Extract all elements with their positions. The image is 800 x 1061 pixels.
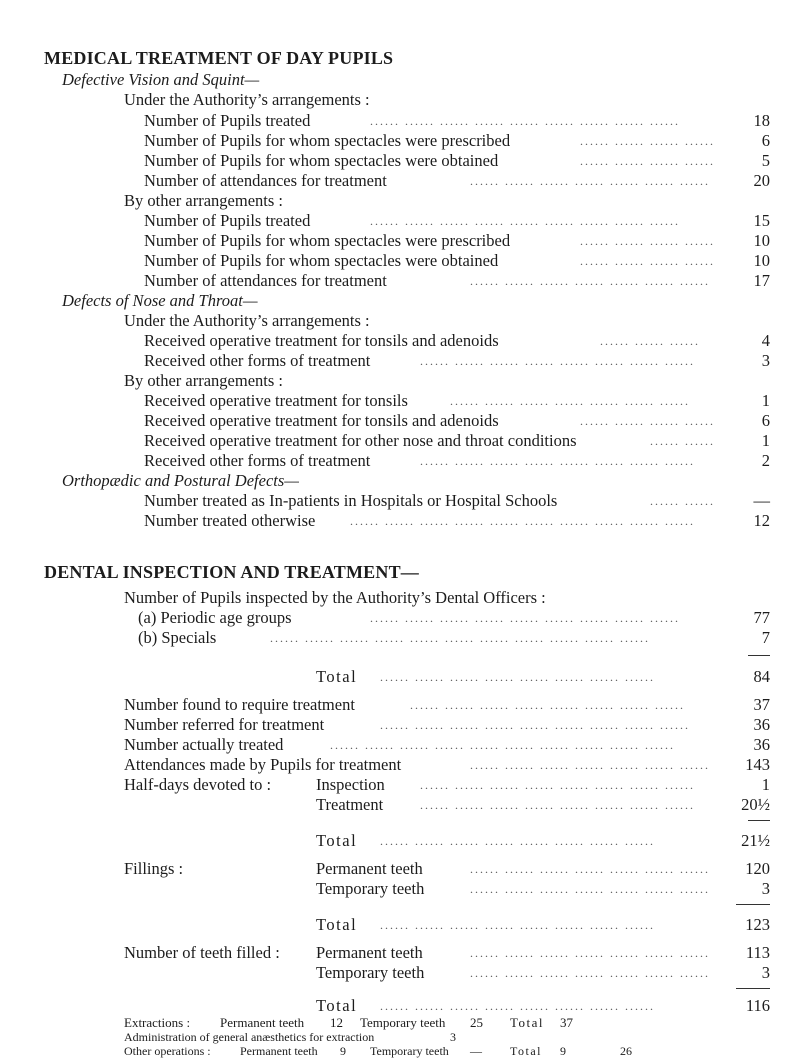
row-value: 10 <box>753 251 770 270</box>
row-value: 113 <box>745 943 770 962</box>
table-row <box>0 171 800 191</box>
table-row <box>0 943 800 963</box>
row-value: — <box>470 1044 482 1058</box>
leader-dots: ...... ...... ...... ...... ...... ...... ...... <box>470 966 710 980</box>
total-row <box>0 996 800 1016</box>
teeth-filled-label: Number of teeth filled : <box>124 943 280 962</box>
leader-dots: ...... ...... ...... ...... ...... ...... ...... ...... ...... <box>370 611 680 625</box>
row-value: 12 <box>753 511 770 530</box>
total-label: Total <box>510 1015 545 1030</box>
leader-dots: ...... ...... ...... ...... ...... ...... ...... ...... ...... <box>370 214 680 228</box>
row-label: Number of Pupils for whom spectacles were obtained <box>144 251 499 270</box>
extractions-label: Extractions : <box>124 1015 191 1030</box>
row-label: Permanent teeth <box>316 859 423 878</box>
total-value: 21½ <box>741 831 770 850</box>
row-label: Temporary teeth <box>370 1044 449 1058</box>
leader-dots: ...... ...... ...... ...... <box>580 254 715 268</box>
leader-dots: ...... ...... ...... ...... ...... ...... ...... ...... ...... ...... <box>330 738 675 752</box>
table-row <box>0 1016 800 1030</box>
fillings-label: Fillings : <box>124 859 184 878</box>
leader-dots: ...... ...... ...... ...... ...... ...... ...... <box>470 946 710 960</box>
leader-dots: ...... ...... ...... ...... ...... ...... ...... ...... <box>380 999 655 1013</box>
row-value: 2 <box>761 451 770 470</box>
row-label: Permanent teeth <box>240 1044 318 1058</box>
row-label: Number of attendances for treatment <box>144 271 387 290</box>
row-label: Received operative treatment for tonsils and adenoids <box>144 411 499 430</box>
row-label: Number treated as In-patients in Hospitals or Hospital Schools <box>144 491 558 510</box>
total-value: 116 <box>745 996 770 1015</box>
table-row <box>0 795 800 815</box>
leader-dots: ...... ...... ...... ...... ...... ...... ...... ...... ...... ...... <box>350 514 695 528</box>
row-value: 1 <box>761 391 770 410</box>
leader-dots: ...... ...... ...... ...... ...... ...... ...... <box>450 394 690 408</box>
total-value: 123 <box>745 915 770 934</box>
row-value: 25 <box>470 1015 483 1030</box>
table-row <box>0 735 800 755</box>
row-value: 4 <box>761 331 770 350</box>
leader-dots: ...... ...... ...... ...... ...... ...... ...... <box>470 758 710 772</box>
table-row <box>0 511 800 531</box>
leader-dots: ...... ...... <box>650 494 715 508</box>
row-value: 10 <box>753 231 770 250</box>
total-row <box>0 915 800 935</box>
table-row <box>0 211 800 231</box>
dental-intro: Number of Pupils inspected by the Authority’s Dental Officers : <box>124 588 546 607</box>
row-value: 20½ <box>741 795 770 814</box>
row-value: 3 <box>761 963 770 982</box>
leader-dots: ...... ...... ...... ...... <box>580 234 715 248</box>
table-row <box>0 715 800 735</box>
nose-heading: Defects of Nose and Throat— <box>62 291 258 310</box>
leader-dots: ...... ...... ...... ...... ...... ...... ...... <box>470 174 710 188</box>
leader-dots: ...... ...... ...... ...... ...... ...... ...... ...... <box>420 354 695 368</box>
table-row <box>0 431 800 451</box>
vision-other-row <box>0 191 800 211</box>
row-label: Number actually treated <box>124 735 284 754</box>
table-row <box>0 111 800 131</box>
leader-dots: ...... ...... ...... ...... ...... ...... ...... ...... <box>420 778 695 792</box>
nose-other-label: By other arrangements : <box>124 371 283 390</box>
row-label: Received other forms of treatment <box>144 351 371 370</box>
row-value: 77 <box>753 608 770 627</box>
row-label: Temporary teeth <box>316 879 425 898</box>
total-row <box>0 667 800 687</box>
total-label: Total <box>316 667 358 686</box>
total-row <box>0 831 800 851</box>
leader-dots: ...... ...... ...... ...... ...... ...... ...... <box>470 274 710 288</box>
sum-rule <box>748 820 770 821</box>
row-label: Temporary teeth <box>316 963 425 982</box>
ortho-heading: Orthopædic and Postural Defects— <box>62 471 299 490</box>
row-value: 3 <box>450 1030 456 1044</box>
dental-intro-row <box>0 588 800 608</box>
vision-authority-row <box>0 90 800 110</box>
table-row <box>0 491 800 511</box>
nose-heading-row <box>0 291 800 311</box>
leader-dots: ...... ...... ...... ...... ...... ...... ...... ...... <box>380 918 655 932</box>
row-label: (a) Periodic age groups <box>138 608 292 627</box>
leader-dots: ...... ...... <box>650 434 715 448</box>
leader-dots: ...... ...... ...... ...... ...... ...... ...... ...... <box>420 454 695 468</box>
row-value: 17 <box>753 271 770 290</box>
row-label: Number of Pupils treated <box>144 211 311 230</box>
table-row <box>0 131 800 151</box>
row-value: 3 <box>761 351 770 370</box>
row-label: Treatment <box>316 795 384 814</box>
medical-title: MEDICAL TREATMENT OF DAY PUPILS <box>44 48 394 68</box>
leader-dots: ...... ...... ...... ...... ...... ...... ...... <box>470 862 710 876</box>
row-label: Number of Pupils for whom spectacles were obtained <box>144 151 499 170</box>
row-value: 143 <box>745 755 770 774</box>
table-row <box>0 391 800 411</box>
table-row <box>0 151 800 171</box>
leader-dots: ...... ...... ...... ...... ...... ...... ...... ...... <box>380 670 655 684</box>
row-value: 3 <box>761 879 770 898</box>
table-row <box>0 859 800 879</box>
dental-title: DENTAL INSPECTION AND TREATMENT— <box>44 562 419 582</box>
row-label: Number of Pupils treated <box>144 111 311 130</box>
table-row <box>0 451 800 471</box>
nose-authority-row <box>0 311 800 331</box>
total-value: 84 <box>753 667 770 686</box>
table-row <box>0 231 800 251</box>
leader-dots: ...... ...... ...... ...... <box>580 134 715 148</box>
sum-rule <box>736 988 770 989</box>
table-row <box>0 963 800 983</box>
table-row <box>0 271 800 291</box>
leader-dots: ...... ...... ...... <box>600 334 700 348</box>
vision-heading: Defective Vision and Squint— <box>62 70 260 89</box>
leader-dots: ...... ...... ...... ...... <box>580 414 715 428</box>
sum-rule <box>748 655 770 656</box>
row-label: (b) Specials <box>138 628 217 647</box>
leader-dots: ...... ...... ...... ...... ...... ...... ...... ...... ...... <box>370 114 680 128</box>
total-label: Total <box>316 831 358 850</box>
row-label: Number of attendances for treatment <box>144 171 387 190</box>
table-row <box>0 351 800 371</box>
row-label: Received operative treatment for tonsils <box>144 391 408 410</box>
table-row <box>0 331 800 351</box>
table-row <box>0 775 800 795</box>
leader-dots: ...... ...... ...... ...... <box>580 154 715 168</box>
leader-dots: ...... ...... ...... ...... ...... ...... ...... ...... ...... ...... ...... <box>270 631 650 645</box>
row-value: 15 <box>753 211 770 230</box>
row-label: Number of Pupils for whom spectacles were prescribed <box>144 131 511 150</box>
total-label: Total <box>510 1044 542 1058</box>
row-value: — <box>753 491 770 510</box>
table-row <box>0 628 800 648</box>
row-label: Received operative treatment for tonsils and adenoids <box>144 331 499 350</box>
row-label: Permanent teeth <box>316 943 423 962</box>
row-value: 12 <box>330 1015 343 1030</box>
row-value: 37 <box>753 695 770 714</box>
page-number-row <box>0 1045 800 1058</box>
row-value: 6 <box>761 131 770 150</box>
other-ops-label: Other operations : <box>124 1044 211 1058</box>
total-label: Total <box>316 996 358 1015</box>
row-label: Number referred for treatment <box>124 715 325 734</box>
vision-authority-label: Under the Authority’s arrangements : <box>124 90 370 109</box>
leader-dots: ...... ...... ...... ...... ...... ...... ...... ...... <box>380 834 655 848</box>
row-label: Temporary teeth <box>360 1015 446 1030</box>
vision-other-label: By other arrangements : <box>124 191 283 210</box>
leader-dots: ...... ...... ...... ...... ...... ...... ...... ...... ...... <box>380 718 690 732</box>
half-days-label: Half-days devoted to : <box>124 775 272 794</box>
table-row <box>0 879 800 899</box>
row-value: 5 <box>761 151 770 170</box>
nose-other-row <box>0 371 800 391</box>
ortho-heading-row <box>0 471 800 491</box>
page-number: 26 <box>620 1044 632 1058</box>
leader-dots: ...... ...... ...... ...... ...... ...... ...... ...... <box>420 798 695 812</box>
table-row <box>0 1031 800 1044</box>
row-label: Inspection <box>316 775 385 794</box>
row-value: 20 <box>753 171 770 190</box>
row-label: Number of Pupils for whom spectacles were prescribed <box>144 231 511 250</box>
leader-dots: ...... ...... ...... ...... ...... ...... ...... ...... <box>410 698 685 712</box>
row-value: 18 <box>753 111 770 130</box>
row-value: 36 <box>753 735 770 754</box>
total-value: 9 <box>560 1044 566 1058</box>
total-value: 37 <box>560 1015 573 1030</box>
nose-authority-label: Under the Authority’s arrangements : <box>124 311 370 330</box>
table-row <box>0 411 800 431</box>
row-value: 9 <box>340 1044 346 1058</box>
row-label: Attendances made by Pupils for treatment <box>124 755 402 774</box>
row-value: 6 <box>761 411 770 430</box>
row-value: 7 <box>761 628 770 647</box>
leader-dots: ...... ...... ...... ...... ...... ...... ...... <box>470 882 710 896</box>
row-label: Permanent teeth <box>220 1015 305 1030</box>
sum-rule <box>736 904 770 905</box>
row-value: 120 <box>745 859 770 878</box>
table-row <box>0 695 800 715</box>
row-label: Number treated otherwise <box>144 511 316 530</box>
table-row <box>0 755 800 775</box>
row-label: Received other forms of treatment <box>144 451 371 470</box>
row-value: 1 <box>761 775 770 794</box>
total-label: Total <box>316 915 358 934</box>
table-row <box>0 608 800 628</box>
row-value: 1 <box>761 431 770 450</box>
row-label: Number found to require treatment <box>124 695 355 714</box>
vision-heading-row <box>0 70 800 90</box>
row-label: Administration of general anæsthetics for extraction <box>124 1030 375 1044</box>
table-row <box>0 251 800 271</box>
row-value: 36 <box>753 715 770 734</box>
row-label: Received operative treatment for other nose and throat conditions <box>144 431 577 450</box>
